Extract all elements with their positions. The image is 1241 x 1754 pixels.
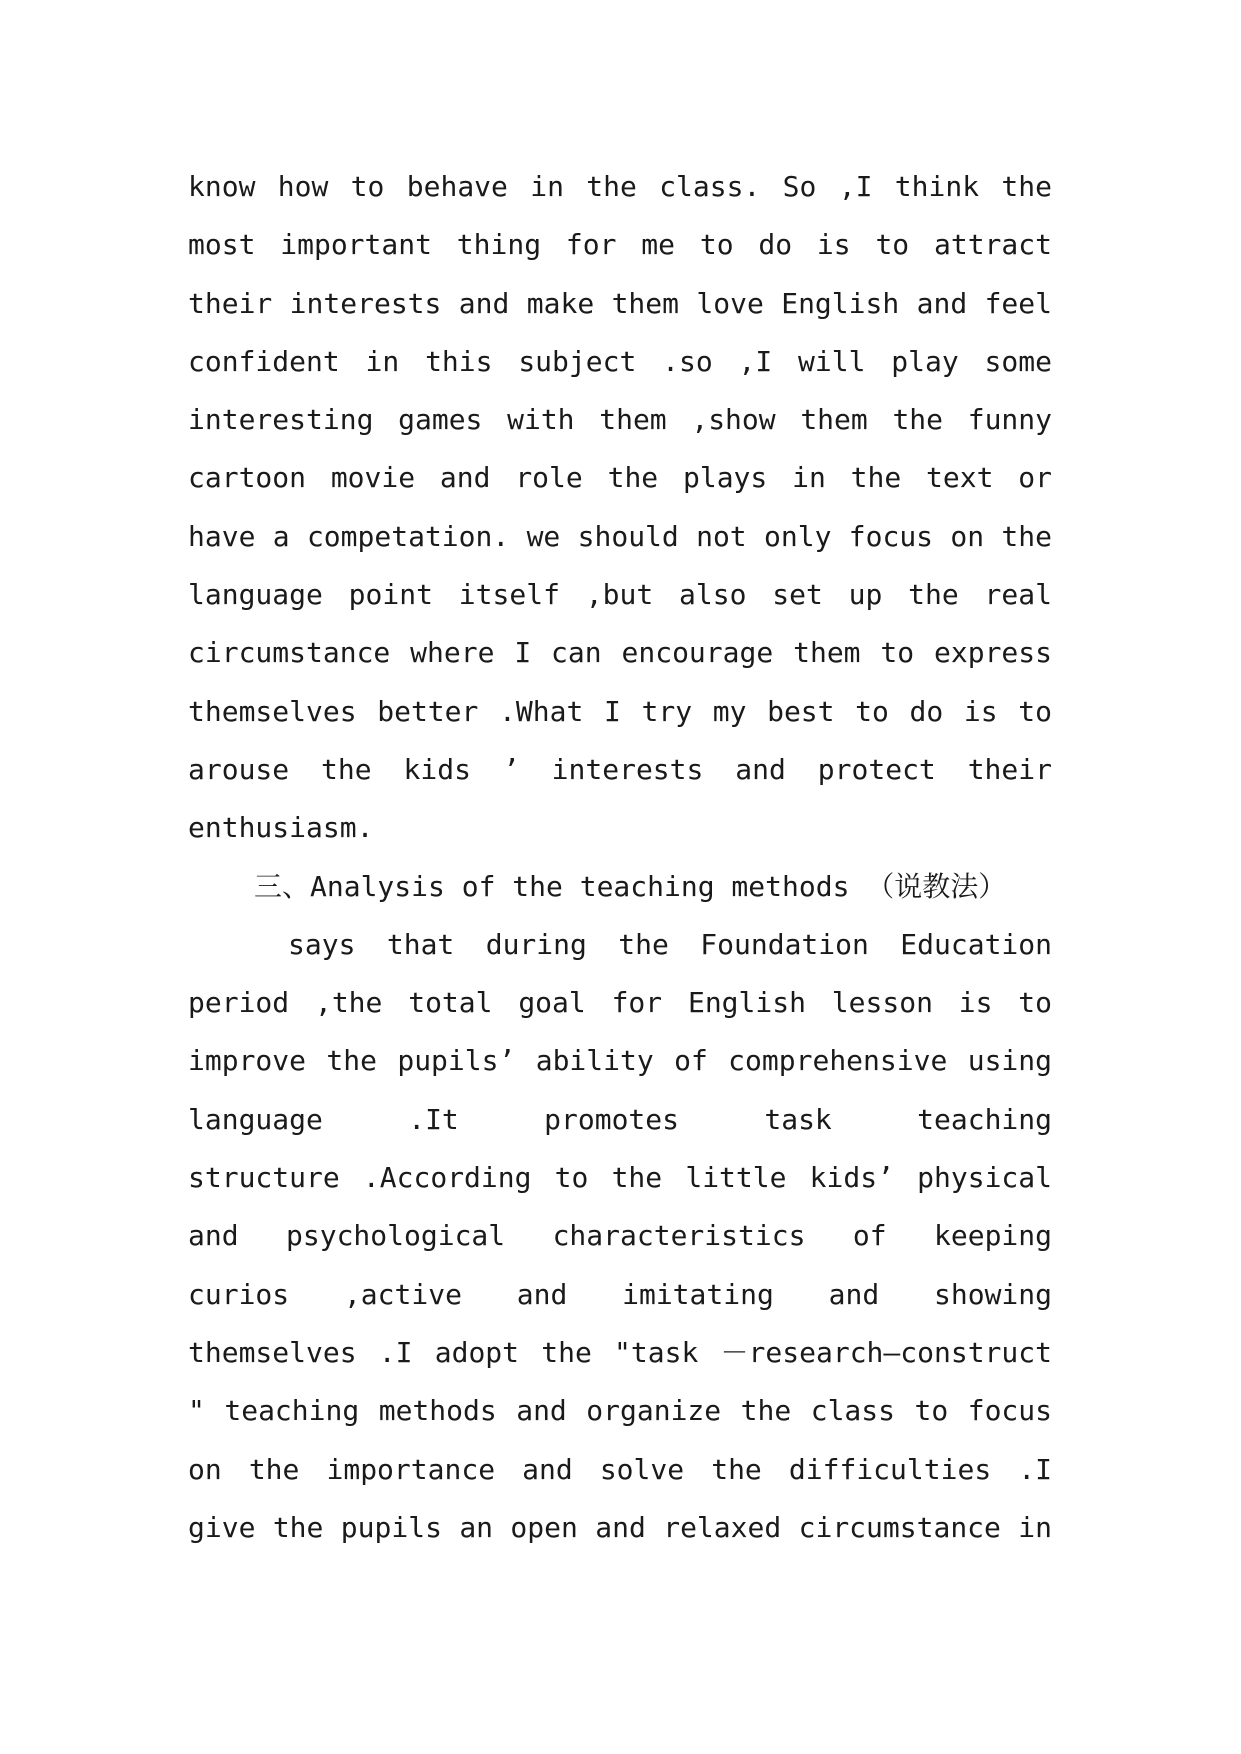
text-line: have a competation. we should not only focus on the bbox=[188, 519, 1052, 553]
text-line: and psychological characteristics of keeping bbox=[188, 1219, 1052, 1253]
document-body bbox=[188, 158, 1052, 1557]
text-line: give the pupils an open and relaxed circumstance in bbox=[188, 1510, 1052, 1544]
text-line: " teaching methods and organize the class to focus bbox=[188, 1394, 1052, 1428]
text-line: says that during the Foundation Education bbox=[288, 927, 1052, 961]
section-heading: 三、Analysis of the teaching methods （说教法） bbox=[254, 869, 1007, 903]
text-line: interesting games with them ,show them the funny bbox=[188, 403, 1052, 437]
text-line: language point itself ,but also set up the real bbox=[188, 578, 1052, 612]
text-line: themselves .I adopt the "task －research—construct bbox=[188, 1335, 1052, 1369]
text-line: improve the pupils’ ability of comprehensive using bbox=[188, 1044, 1052, 1078]
text-line: cartoon movie and role the plays in the text or bbox=[188, 461, 1052, 495]
text-line: their interests and make them love English and feel bbox=[188, 286, 1052, 320]
text-line: language .It promotes task teaching bbox=[188, 1102, 1052, 1136]
text-line: enthusiasm. bbox=[188, 811, 374, 845]
text-line: circumstance where I can encourage them to express bbox=[188, 636, 1052, 670]
text-line: confident in this subject .so ,I will play some bbox=[188, 344, 1052, 378]
text-line: curios ,active and imitating and showing bbox=[188, 1277, 1052, 1311]
text-line: structure .According to the little kids’ physical bbox=[188, 1161, 1052, 1195]
text-line: know how to behave in the class. So ,I think the bbox=[188, 170, 1052, 203]
text-line: most important thing for me to do is to attract bbox=[188, 228, 1052, 262]
text-line: on the importance and solve the difficulties .I bbox=[188, 1452, 1052, 1486]
text-line: period ,the total goal for English lesson is to bbox=[188, 986, 1052, 1020]
text-line: arouse the kids ’ interests and protect their bbox=[188, 752, 1052, 786]
text-line: themselves better .What I try my best to do is to bbox=[188, 694, 1052, 728]
